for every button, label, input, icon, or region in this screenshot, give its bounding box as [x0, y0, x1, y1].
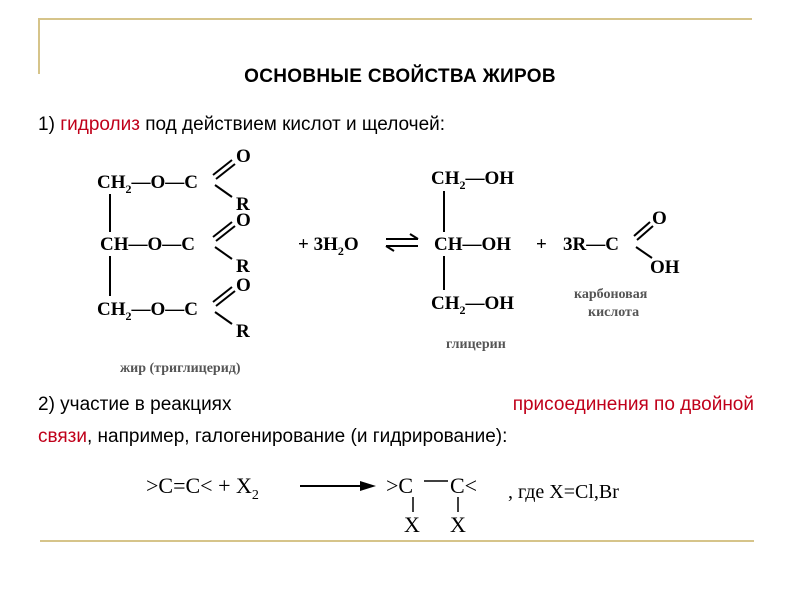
fat-row-1: $CH_2—O—C$ [97, 172, 198, 196]
point2-line2-highlight: связи [38, 426, 87, 447]
product-left-carbon: >C [386, 473, 414, 498]
glycerol-row-2: CH—OH [434, 234, 512, 255]
fat-row-2: CH—O—C [100, 234, 195, 255]
oxygen-label: O [236, 146, 251, 167]
point1-rest: под действием кислот и щелочей: [139, 114, 446, 135]
acid-caption-line1: карбоновая [574, 287, 648, 302]
point2-line2-rest: , например, галогенирование (и гидрирование): [87, 426, 508, 447]
reaction-arrow-icon [300, 481, 376, 491]
glycerol-row-3: $CH_2—OH$ [431, 293, 515, 317]
oxygen-label: O [236, 275, 251, 296]
halogen-x-left: X [404, 512, 420, 537]
fat-row-3: $CH_2—O—C$ [97, 299, 198, 323]
r-label: R [236, 256, 250, 277]
fat-caption: жир (триглицерид) [120, 361, 241, 376]
glycerol-caption: глицерин [446, 337, 506, 352]
product-right-carbon: C< [450, 473, 478, 498]
acid-oxygen: O [652, 208, 667, 229]
point2-line1-highlight: присоединения по двойной [512, 394, 754, 415]
point1-highlight: гидролиз [60, 114, 140, 135]
acid-hydroxyl: OH [650, 257, 680, 278]
acid-prefix: 3R—C [563, 234, 619, 255]
oxygen-label: O [236, 210, 251, 231]
r-label: R [236, 194, 250, 215]
plus-sign: + [536, 234, 547, 255]
r-label: R [236, 321, 250, 342]
halogen-note: , где X=Cl,Br [508, 481, 619, 503]
slide-title: ОСНОВНЫЕ СВОЙСТВА ЖИРОВ [244, 66, 556, 87]
halogen-x-right: X [450, 512, 466, 537]
glycerol-row-1: $CH_2—OH$ [431, 168, 515, 192]
acid-caption-line2: кислота [588, 305, 640, 320]
point1-number: 1) [38, 114, 55, 135]
halogenation-reactant: $>C=C< + X_2$ [146, 473, 259, 503]
water-reagent: + $3H_2O$ [298, 234, 359, 258]
point2-line1-start: 2) участие в реакциях [38, 394, 237, 415]
